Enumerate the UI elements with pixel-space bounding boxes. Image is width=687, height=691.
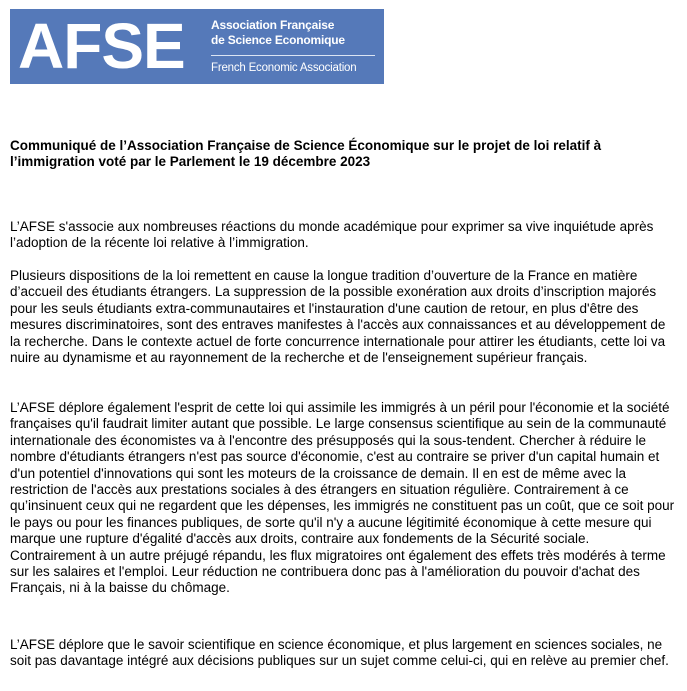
paragraph-4: L’AFSE déplore que le savoir scientifique en science économique, et plus largement en sciences sociales, ne soit pas davantage intégré aux décisions publiques sur un sujet comme celui-ci, qui en relève au premier chef.	[10, 637, 669, 669]
logo-divider	[211, 55, 375, 56]
logo-name-line2: de Science Economique	[211, 33, 345, 47]
paragraph-1: L’AFSE s'associe aux nombreuses réactions du monde académique pour exprimer sa vive inquiétude après l’adoption de la récente loi relative à l’immigration.	[10, 219, 654, 251]
logo-name-line1: Association Française	[211, 18, 335, 32]
press-release-title: Communiqué de l’Association Française de Science Économique sur le projet de loi relatif à l’immigration voté par le Parlement le 19 décembre 2023	[10, 138, 602, 169]
paragraph-2: Plusieurs dispositions de la loi remettent en cause la longue tradition d’ouverture de la France en matière d’accueil des étudiants étrangers. La suppression de la possible exonération aux droits d’inscription majorés pour les seuls étudiants extra-communautaires et l'instauration d'une caution de retour, en plus d'être des mesures discriminatoires, sont des entraves manifestes à l'accès aux connaissances et au développement de la recherche. Dans le contexte actuel de forte concurrence internationale pour attirer les étudiants, cette loi va nuire au dynamisme et au rayonnement de la recherche et de l'enseignement supérieur français.	[10, 268, 666, 366]
logo-english-name: French Economic Association	[211, 62, 357, 74]
paragraph-3: L’AFSE déplore également l'esprit de cette loi qui assimile les immigrés à un péril pour l'économie et la société françaises qu'il faudrait limiter autant que possible. Le large consensus scientifique au sein de la communauté internationale des économistes va à l'encontre des présupposés qui la sous-tendent. Chercher à réduire le nombre d'étudiants étrangers n'est pas source d'économie, c'est au contraire se priver d'un capital humain et d'un potentiel d'innovations qui sont les moteurs de la croissance de demain. Il en est de même avec la restriction de l'accès aux prestations sociales à des étrangers en situation régulière. Contrairement à ce qu’insinuent ceux qui ne regardent que les dépenses, les immigrés ne constituent pas un coût, que ce soit pour le pays ou pour les finances publiques, de sorte qu'il n'y a aucune légitimité économique à cette mesure qui marque une rupture d'égalité d'accès aux droits, contraire aux fondements de la Sécurité sociale. Contrairement à un autre préjugé répandu, les flux migratoires ont également des effets très modérés à terme sur les salaires et l'emploi. Leur réduction ne contribuera donc pas à l'amélioration du pouvoir d'achat des Français, ni à la baisse du chômage.	[10, 400, 675, 596]
logo-acronym: AFSE	[18, 10, 185, 82]
afse-logo	[10, 9, 384, 84]
